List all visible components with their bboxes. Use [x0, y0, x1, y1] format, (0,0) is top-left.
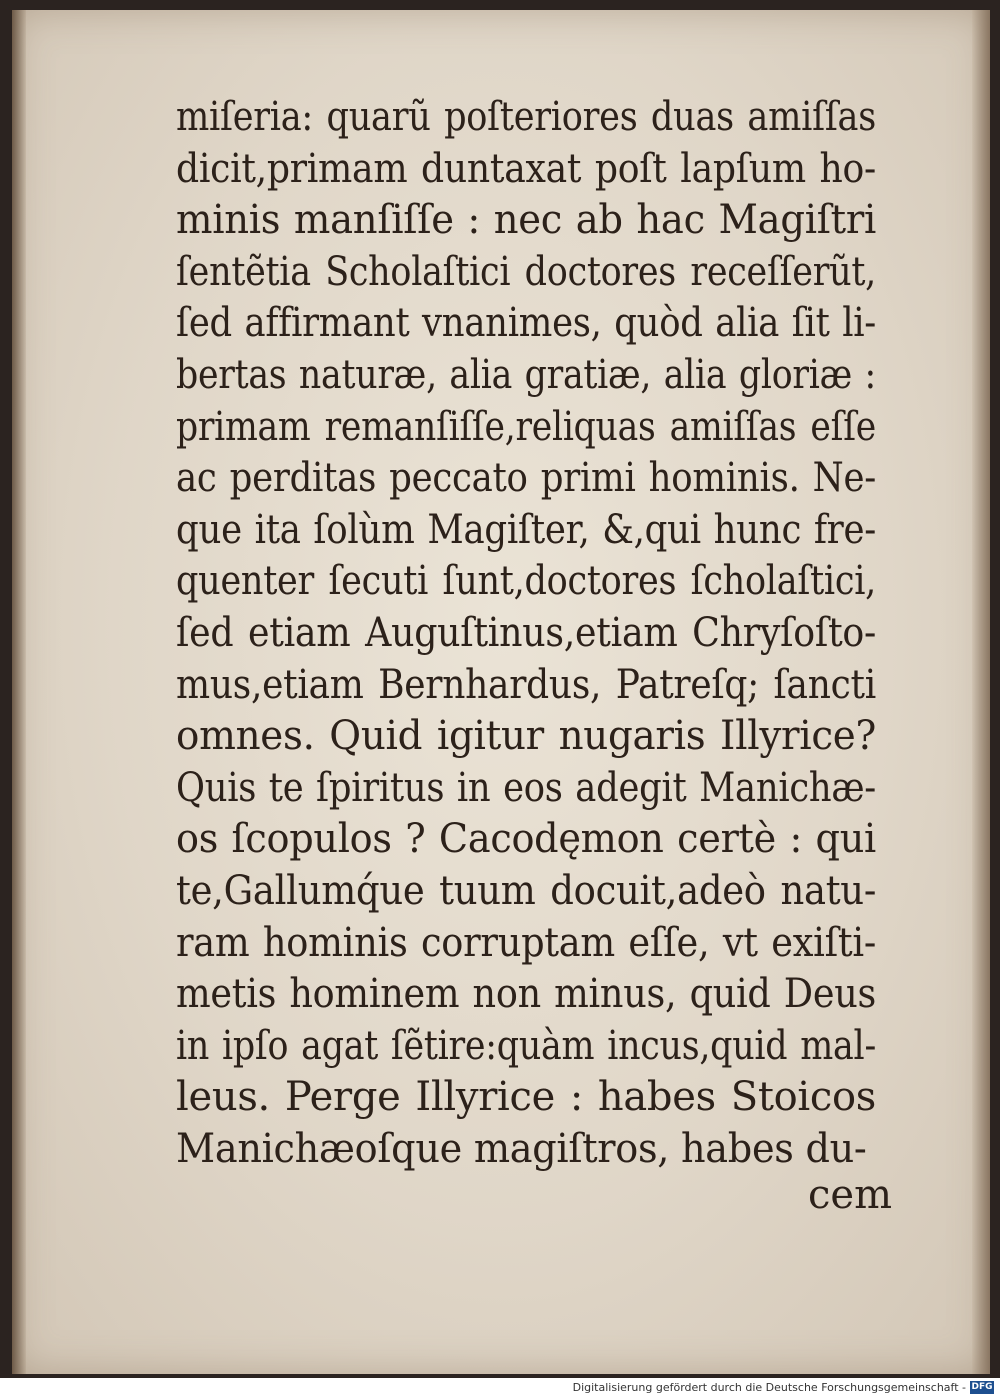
text-line: ſentẽtia Scholaſtici doctores receſſerũt,: [176, 248, 877, 295]
footer-bar: [0, 1378, 1000, 1398]
text-line: quenter ſecuti ſunt,doctores ſcholaſtici,: [176, 558, 877, 605]
text-line: Quis te ſpiritus in eos adegit Manichæ-: [176, 764, 876, 811]
text-line: te,Gallumq́ue tuum docuit,adeò natu-: [176, 867, 877, 914]
text-line: ac perditas peccato primi hominis. Ne-: [176, 455, 877, 502]
text-line: primam remanſiſſe,reliquas amiſſas eſſe: [176, 403, 876, 450]
text-line: ſed affirmant vnanimes, quòd alia ſit li-: [176, 300, 877, 347]
text-line: in ipſo agat ſẽtire:quàm incus,quid mal-: [176, 1022, 876, 1069]
text-line: metis hominem non minus, quid Deus: [176, 971, 877, 1018]
text-line: dicit,primam duntaxat poſt lapſum ho-: [176, 145, 876, 192]
text-line: omnes. Quid igitur nugaris Illyrice?: [176, 713, 876, 760]
text-line: mus,etiam Bernhardus, Patreſq; ſancti: [176, 661, 876, 708]
text-line: minis manſiſſe : nec ab hac Magiſtri: [176, 197, 877, 244]
text-line: leus. Perge Illyrice : habes Stoicos: [176, 1074, 876, 1121]
catchword: cem: [808, 1172, 893, 1218]
text-line: ram hominis corruptam eſſe, vt exiſti-: [176, 919, 877, 966]
text-line: bertas naturæ, alia gratiæ, alia gloriæ :: [176, 351, 877, 398]
page-text: [176, 92, 876, 1175]
page-right-edge: [972, 10, 990, 1374]
text-line: Manichæoſque magiſtros, habes du-: [176, 1125, 867, 1172]
text-line: os ſcopulos ? Cacodęmon certè : qui: [176, 816, 876, 863]
text-line: que ita ſolùm Magiſter, &,qui hunc fre-: [176, 506, 876, 553]
page-left-edge: [12, 10, 26, 1374]
text-line: ſed etiam Auguſtinus,etiam Chryſoſto-: [176, 609, 877, 656]
footer-credit: Digitalisierung gefördert durch die Deutsche Forschungsgemeinschaft -: [572, 1381, 966, 1394]
dfg-logo: DFG: [971, 1382, 993, 1392]
text-line: miſeria: quarũ poſteriores duas amiſſas: [176, 94, 876, 140]
